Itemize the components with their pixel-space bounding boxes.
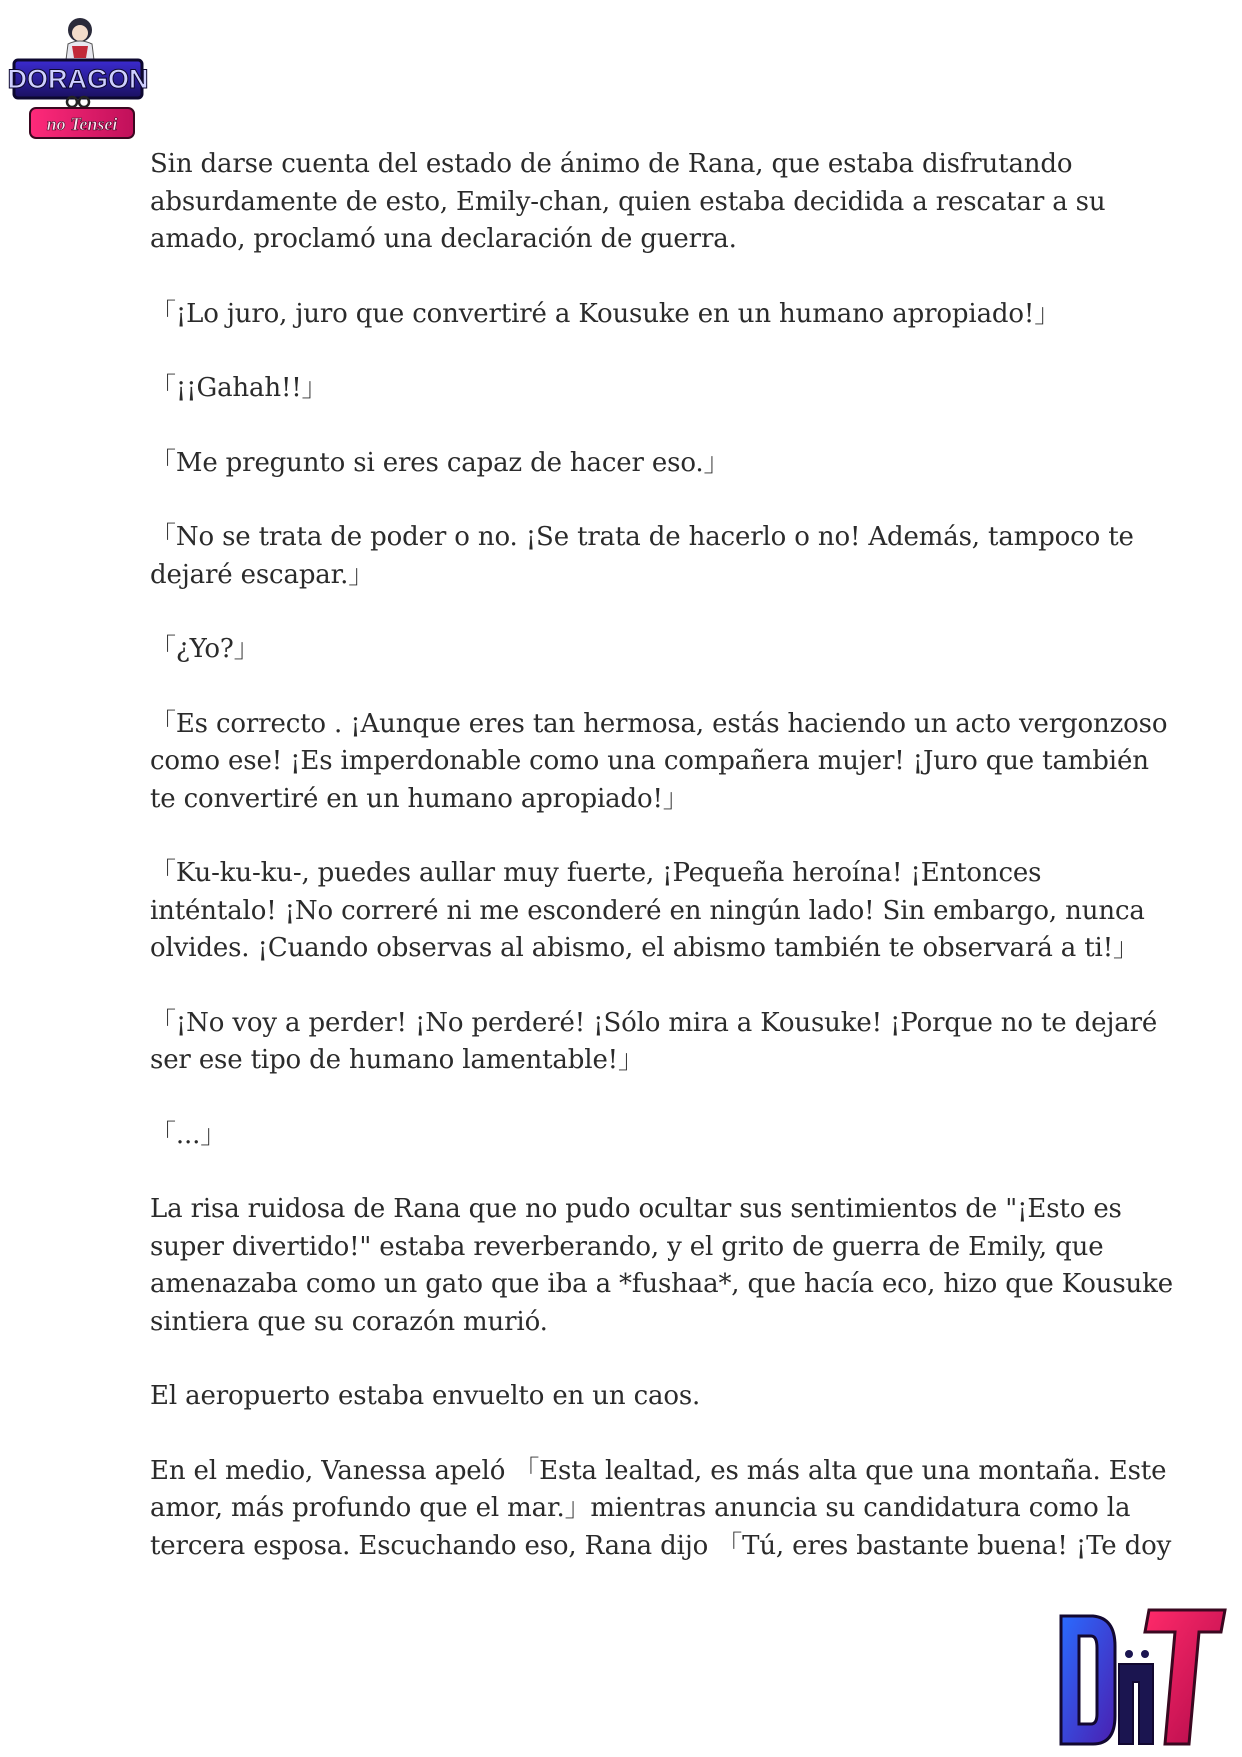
text-line: amenazaba como un gato que iba a *fushaa*, que hacía eco, hizo que Kousuke [150, 1269, 1173, 1299]
svg-text:DORAGON: DORAGON [8, 64, 148, 94]
doragon-wordmark [8, 60, 148, 98]
dnt-logo [1053, 1606, 1228, 1751]
dialogue-paragraph [150, 519, 1134, 594]
dnt-logo-label: DnT [1053, 1606, 1056, 1607]
text-line: te convertiré en un humano apropiado!」 [150, 783, 689, 814]
dialogue-paragraph [150, 296, 1100, 334]
tensei-wordmark [30, 108, 134, 138]
text-line: dejaré escapar.」 [150, 559, 375, 590]
text-line: como ese! ¡Es imperdonable como una compañera mujer! ¡Juro que también [150, 746, 1149, 776]
text-line: inténtalo! ¡No correré ni me esconderé en ningún lado! Sin embargo, nunca [150, 895, 1145, 926]
text-line: absurdamente de esto, Emily-chan, quien estaba decidida a rescatar a su [150, 186, 1106, 217]
text-line: 「¡Lo juro, juro que convertiré a Kousuke en un humano apropiado!」 [150, 298, 1061, 329]
text-line: olvides. ¡Cuando observas al abismo, el abismo también te observará a ti!」 [150, 933, 1139, 963]
svg-text:no Tensei: no Tensei [46, 114, 118, 134]
text-line: 「Me pregunto si eres capaz de hacer eso.」 [150, 447, 730, 478]
paragraph [150, 1378, 1100, 1416]
text-line: 「No se trata de poder o no. ¡Se trata de hacerlo o no! Además, tampoco te [150, 522, 1134, 552]
dnt-wordmark [1061, 1610, 1225, 1744]
text-line: La risa ruidosa de Rana que no pudo ocultar sus sentimientos de "¡Esto es [150, 1194, 1122, 1224]
paragraph [150, 1453, 1172, 1566]
doragon-no-tensei-logo [8, 8, 148, 143]
dialogue-paragraph [150, 370, 1100, 408]
character-icon [66, 18, 94, 60]
text-line: ser ese tipo de humano lamentable!」 [150, 1045, 644, 1075]
text-line: Sin darse cuenta del estado de ánimo de Rana, que estaba disfrutando [150, 149, 1073, 179]
text-line: 「Es correcto . ¡Aunque eres tan hermosa, estás haciendo un acto vergonzoso [150, 708, 1168, 739]
dialogue-paragraph [150, 631, 1100, 669]
dialogue-paragraph [150, 1005, 1158, 1080]
dialogue-paragraph [150, 1117, 1100, 1155]
text-line: 「¿Yo?」 [150, 634, 260, 664]
text-line: 「Ku-ku-ku-, puedes aullar muy fuerte, ¡Pequeña heroína! ¡Entonces [150, 858, 1042, 888]
paragraph [150, 1191, 1173, 1341]
chapter-text [150, 146, 1173, 1602]
text-line: 「¡¡Gahah!!」 [150, 373, 328, 403]
text-line: super divertido!" estaba reverberando, y el grito de guerra de Emily, que [150, 1231, 1104, 1262]
text-line: amor, más profundo que el mar.」mientras anuncia su candidatura como la [150, 1493, 1131, 1523]
text-line: El aeropuerto estaba envuelto en un caos. [150, 1381, 701, 1411]
text-line: sintiera que su corazón murió. [150, 1306, 548, 1337]
text-line: 「...」 [150, 1119, 227, 1150]
dialogue-paragraph [150, 706, 1168, 819]
dialogue-paragraph [150, 445, 1100, 483]
dialogue-paragraph [150, 855, 1145, 968]
text-line: tercera esposa. Escuchando eso, Rana dijo 「Tú, eres bastante buena! ¡Te doy [150, 1530, 1172, 1561]
text-line: 「¡No voy a perder! ¡No perderé! ¡Sólo mira a Kousuke! ¡Porque no te dejaré [150, 1007, 1158, 1038]
text-line: En el medio, Vanessa apeló 「Esta lealtad, es más alta que una montaña. Este [150, 1455, 1167, 1486]
text-line: amado, proclamó una declaración de guerra. [150, 224, 737, 254]
paragraph [150, 146, 1106, 259]
